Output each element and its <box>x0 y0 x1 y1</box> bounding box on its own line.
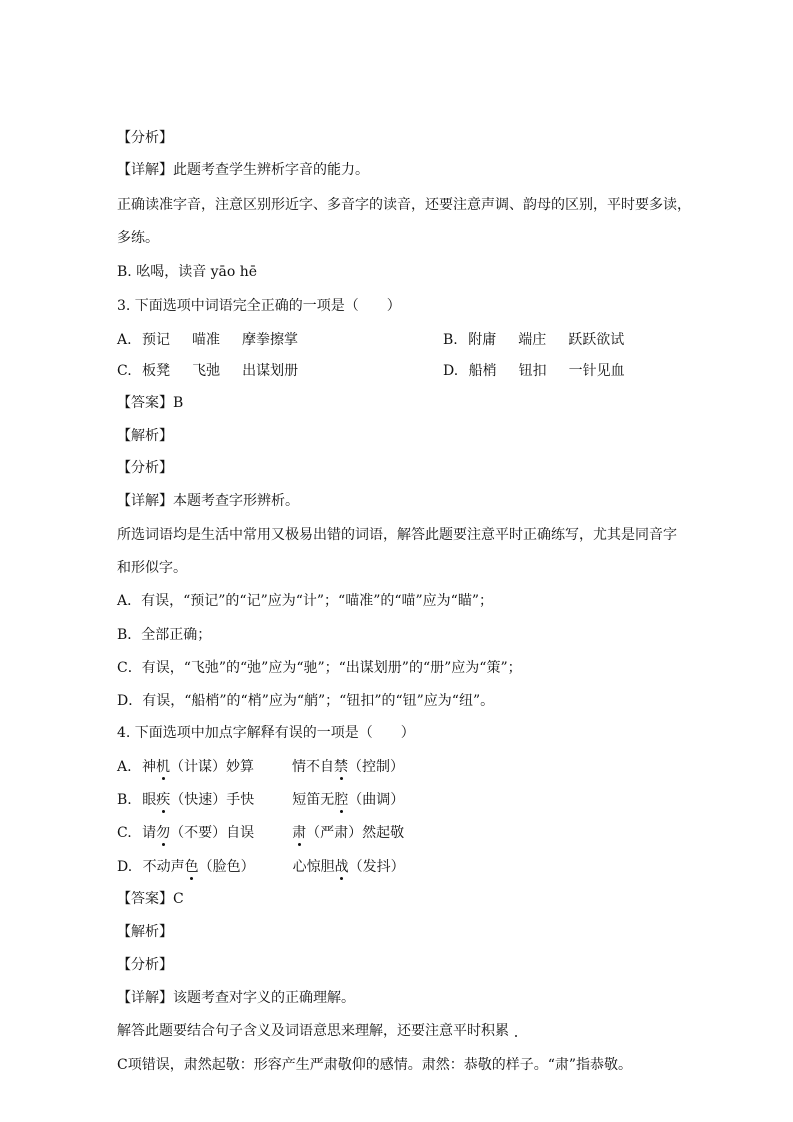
option-text: 短笛无 <box>292 792 335 808</box>
q4-option-d <box>117 857 405 877</box>
option-text: 眼 <box>142 792 157 808</box>
explanation-1-line-1: 正确读准字音，注意区别形近字、多音字的读音，还要注意声调、韵母的区别，平时要多读， <box>117 197 691 213</box>
option-word: 船梢 <box>468 363 497 379</box>
q3-fenxi: 【分析】 <box>117 460 173 476</box>
dotted-character: 疾 <box>156 792 171 808</box>
q4-option-c <box>117 823 404 843</box>
dotted-character: 色 <box>184 859 199 875</box>
q3-option-b <box>443 330 624 350</box>
q3-option-d <box>443 361 625 381</box>
option-text: 请 <box>142 825 157 841</box>
option-letter: A. <box>117 759 132 775</box>
option-word: 钮扣 <box>518 363 547 379</box>
option-letter: D. <box>117 859 133 875</box>
q3-explanation-line-2: 和形似字。 <box>117 560 187 576</box>
option-text: 不动声 <box>142 859 185 875</box>
option-letter: C. <box>117 363 132 379</box>
option-word: 附庸 <box>468 332 497 348</box>
option-word: 摩拳擦掌 <box>242 332 299 348</box>
q3-stem: 3. 下面选项中词语完全正确的一项是（ ） <box>117 298 401 314</box>
option-letter: C. <box>117 825 132 841</box>
q4-jiexi: 【解析】 <box>117 924 173 940</box>
option-text: （脸色） <box>198 859 255 875</box>
answer-b-note: B. 吆喝，读音 yāo hē <box>117 264 258 280</box>
dotted-character: 战 <box>334 859 349 875</box>
option-word: 一针见血 <box>568 363 625 379</box>
option-word: 端庄 <box>518 332 547 348</box>
option-text: 情不自 <box>292 759 335 775</box>
option-letter: D. <box>443 363 459 379</box>
q3-explanation-line-1: 所选词语均是生活中常用又极易出错的词语，解答此题要注意平时正确练写，尤其是同音字 <box>117 527 677 543</box>
q4-xiangjie: 【详解】该题考查对字义的正确理解。 <box>117 990 355 1006</box>
option-text: （曲调） <box>348 792 405 808</box>
q4-explanation-line-2: C项错误，肃然起敬：形容产生严肃敬仰的感情。肃然：恭敬的样子。“肃”指恭敬。 <box>117 1057 633 1073</box>
option-letter: A. <box>117 332 132 348</box>
q3-answer: 【答案】B <box>117 395 184 411</box>
q3-analysis-b: B．全部正确； <box>117 627 212 643</box>
q3-jiexi: 【解析】 <box>117 428 173 444</box>
xiangjie-line-1: 【详解】此题考查学生辨析字音的能力。 <box>117 162 369 178</box>
q3-analysis-a: A．有误，“预记”的“记”应为“计”；“喵准”的“喵”应为“瞄”； <box>117 593 493 609</box>
option-text: （发抖） <box>348 859 405 875</box>
dotted-character: 肃 <box>292 825 307 841</box>
q4-stem: 4. 下面选项中加点字解释有误的一项是（ ） <box>117 725 415 741</box>
q3-xiangjie: 【详解】本题考查字形辨析。 <box>117 493 299 509</box>
q4-option-b <box>117 790 404 810</box>
q4-answer: 【答案】C <box>117 891 184 907</box>
dotted-character: 禁 <box>334 759 349 775</box>
option-text: （控制） <box>348 759 405 775</box>
fenxi-heading-1: 【分析】 <box>117 130 173 146</box>
option-text: （严肃）然起敬 <box>306 825 405 841</box>
option-word: 喵准 <box>192 332 221 348</box>
option-text: 神 <box>142 759 157 775</box>
option-word: 跃跃欲试 <box>568 332 625 348</box>
stray-dot <box>515 1035 517 1037</box>
dotted-character: 勿 <box>156 825 171 841</box>
option-word: 预记 <box>142 332 171 348</box>
q4-explanation-line-1: 解答此题要结合句子含义及词语意思来理解，还要注意平时积累 <box>117 1023 509 1039</box>
explanation-1-line-2: 多练。 <box>117 230 159 246</box>
q3-analysis-c: C．有误，“飞弛”的“弛”应为“驰”；“出谋划册”的“册”应为“策”； <box>117 660 522 676</box>
q3-option-c <box>117 361 298 381</box>
option-word: 板凳 <box>142 363 171 379</box>
dotted-character: 腔 <box>334 792 349 808</box>
dotted-character: 机 <box>156 759 171 775</box>
option-text: （计谋）妙算 <box>170 759 255 775</box>
q4-fenxi: 【分析】 <box>117 957 173 973</box>
q3-analysis-d: D．有误，“船梢”的“梢”应为“艄”；“钮扣”的“钮”应为“纽”。 <box>117 693 495 709</box>
option-text: （快速）手快 <box>170 792 255 808</box>
option-letter: B. <box>117 792 132 808</box>
q3-option-a <box>117 330 298 350</box>
option-text: 心惊胆 <box>292 859 335 875</box>
q4-option-a <box>117 757 404 777</box>
option-word: 飞弛 <box>192 363 221 379</box>
option-letter: B. <box>443 332 458 348</box>
option-text: （不要）自误 <box>170 825 255 841</box>
option-word: 出谋划册 <box>242 363 299 379</box>
